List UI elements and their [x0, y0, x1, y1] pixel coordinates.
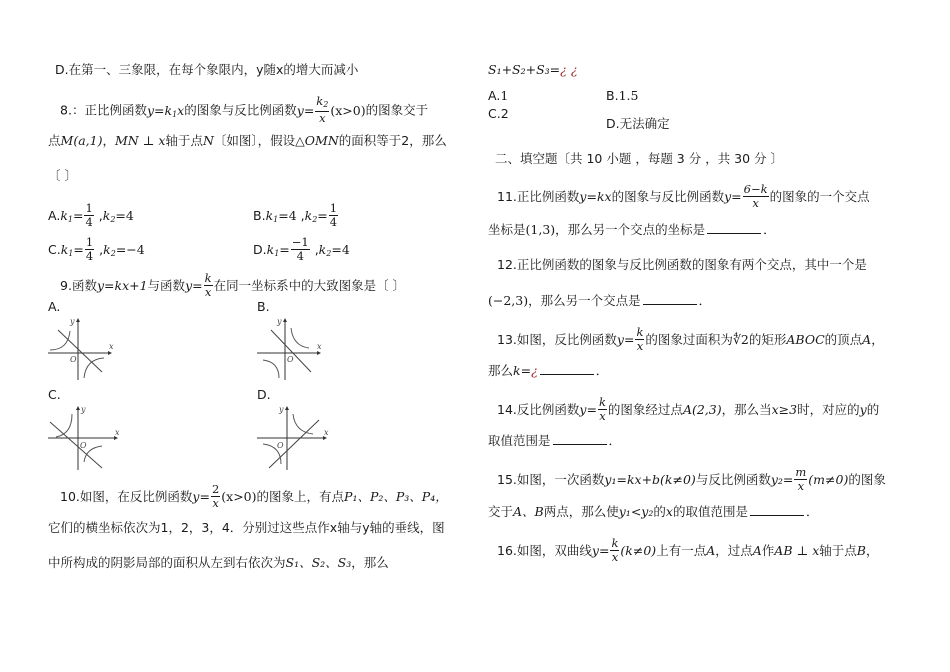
q12-line2: (−2,3)，那么另一个交点是 ． [488, 293, 712, 308]
q11-line1: 11.正比例函数y=kx的图象与反比例函数y= $\frac{6-k}{x}$ 的图象的一个交点 [497, 182, 870, 210]
q8-line1 [60, 96, 428, 126]
q8-text: ：正比例函数 [71, 102, 147, 118]
q14-line2: 取值范围是 ． [488, 433, 622, 448]
q10-line1: 10.如图，在反比例函数y= $\frac{2}{x}$ (x>0)的图象上，有点P₁、P₂、P₃、P₄， [60, 482, 448, 510]
q10-line3: 中所构成的阴影局部的面积从左到右依次为S₁、S₂、S₃，那么 [48, 555, 389, 570]
q8-option-c[interactable]: $C.k_1=$ $\frac{1}{4}$ $,k_2=-4$ [48, 235, 145, 263]
svg-text:x: x [317, 342, 322, 351]
q14-line1: 14.反比例函数y= $\frac{k}{x}$ 的图象经过点A(2,3)，那么当x≥3时，对应的y的 [497, 395, 880, 423]
svg-text:y: y [70, 317, 75, 326]
svg-text:y: y [81, 405, 86, 414]
svg-text:O: O [277, 441, 284, 450]
q15-line2: 交于A、B两点，那么使y₁<y₂的x的取值范围是 ． [488, 504, 819, 519]
q9-option-d-label[interactable]: D. [257, 387, 271, 402]
q12-line1: 12.正比例函数的图象与反比例函数的图象有两个交点，其中一个是 [497, 257, 867, 272]
q8-option-d[interactable]: $D.k_1=$ $\frac{-1}{4}$ $,k_2=4$ [253, 235, 350, 263]
svg-text:x: x [109, 342, 114, 351]
q8-line2: 点M(a,1)，MN ⊥ x轴于点N〔如图〕，假设△OMN的面积等于2，那么 [48, 133, 447, 148]
q11-answer-blank[interactable] [707, 221, 761, 234]
q9-option-a-label[interactable]: A. [48, 299, 61, 314]
q8-text: 的图象交于 [365, 102, 429, 118]
q8-option-a[interactable]: $A.k_1=$ $\frac{1}{4}$ $,k_2=4$ [48, 201, 134, 229]
q9-option-b-label[interactable]: B. [257, 299, 270, 314]
svg-text:y: y [279, 405, 284, 414]
q10-option-c[interactable]: C.2 [488, 106, 509, 121]
q9-graph-b [255, 316, 325, 382]
q12-answer-blank[interactable] [643, 292, 697, 305]
q16-line1: 16.如图，双曲线y= $\frac{k}{x}$ (k≠0)上有一点A，过点A作AB ⊥ x轴于点B， [497, 536, 879, 564]
q10-sum: S₁+S₂+S₃=¿ ¿ [488, 62, 578, 77]
point-m: M(a,1) [60, 133, 103, 148]
svg-text:y: y [277, 317, 282, 326]
q9-graph-d [255, 404, 335, 472]
q9-graph-c [46, 404, 126, 472]
q9-option-c-label[interactable]: C. [48, 387, 61, 402]
q13-line2: 那么k=¿ ． [488, 363, 609, 378]
q10-option-d[interactable]: D.无法确定 [606, 116, 670, 131]
q13-answer-blank[interactable] [540, 362, 594, 375]
q8-formula2: y= $\frac{k_2}{x}$ (x>0) [296, 94, 366, 125]
q10-line2: 它们的横坐标依次为1，2，3，4．分别过这些点作x轴与y轴的垂线，图 [48, 520, 445, 535]
q7-option-d: D.在第一、三象限，在每个象限内，y随x的增大而减小 [55, 62, 359, 77]
q8-bracket: 〔 〕 [48, 168, 77, 183]
mn-perp: MN ⊥ x [114, 133, 166, 148]
q8-formula1: $y=k_1x$ [146, 102, 185, 119]
svg-text:O: O [80, 441, 87, 450]
q9-graph-a [46, 316, 116, 382]
q8-text: 的图象与反比例函数 [184, 102, 297, 118]
svg-text:x: x [324, 428, 329, 437]
q9-stem: 9.函数y=kx+1与函数y= $\frac{k}{x}$ 在同一坐标系中的大致图象是〔 〕 [60, 271, 406, 299]
q8-number: 8. [60, 102, 72, 118]
section-2-header: 二、填空题〔共 10 小题 ，每题 3 分 ，共 30 分 〕 [495, 151, 784, 166]
q13-line1: 13.如图，反比例函数y= $\frac{k}{x}$ 的图象过面积为∜2的矩形ABOC的顶点A， [497, 325, 884, 353]
q11-line2: 坐标是(1,3)，那么另一个交点的坐标是 ． [488, 222, 776, 237]
svg-text:x: x [115, 428, 120, 437]
q14-answer-blank[interactable] [553, 432, 607, 445]
q10-option-b[interactable]: B.1.5 [606, 88, 639, 103]
q10-option-a[interactable]: A.1 [488, 88, 509, 103]
q15-line1: 15.如图，一次函数y₁=kx+b(k≠0)与反比例函数y₂= $\frac{m}{x}$ (m≠0)的图象 [497, 465, 886, 493]
svg-text:O: O [287, 355, 294, 364]
svg-text:O: O [70, 355, 77, 364]
q8-option-b[interactable]: $B.k_1=4$ $,k_2=$ $\frac{1}{4}$ [253, 201, 338, 229]
q15-answer-blank[interactable] [750, 503, 804, 516]
